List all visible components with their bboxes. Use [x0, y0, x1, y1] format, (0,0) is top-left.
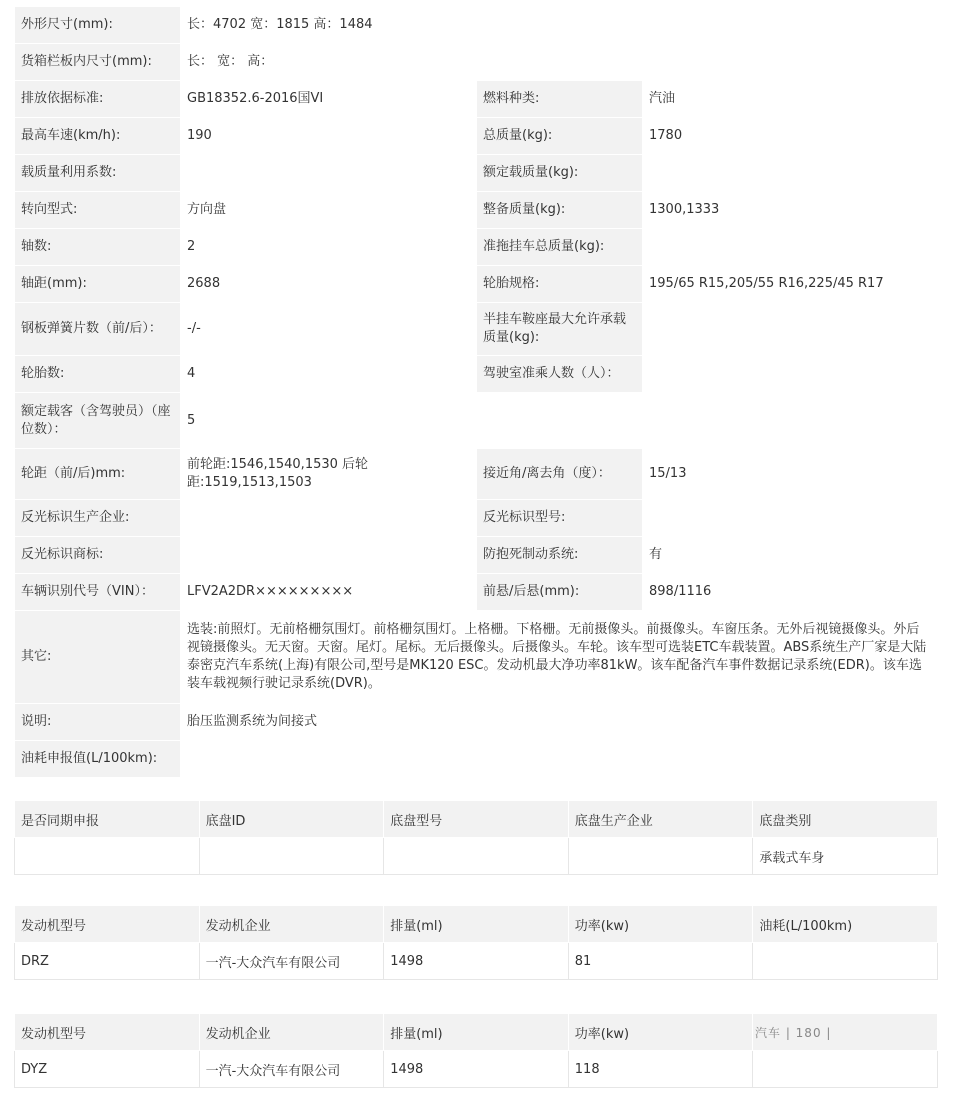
engine-header-cell: 发动机型号: [15, 906, 200, 943]
chassis-cell: [568, 838, 753, 875]
watermark-text: 汽车 | 180 |: [755, 1026, 832, 1040]
seats-label: 额定载客（含驾驶员）（座位数）：: [15, 393, 181, 449]
tire-count-label: 轮胎数:: [15, 356, 181, 393]
rated-load-value: [643, 155, 939, 192]
abs-label: 防抱死制动系统:: [477, 537, 643, 574]
axles-label: 轴数:: [15, 229, 181, 266]
chassis-cell: [384, 838, 569, 875]
track-label: 轮距（前/后)mm:: [15, 449, 181, 500]
chassis-header-cell: 底盘ID: [199, 801, 384, 838]
spec-table: [14, 6, 939, 778]
engine-header-cell: 功率(kw): [568, 906, 753, 943]
vin-label: 车辆识别代号（VIN）：: [15, 574, 181, 611]
engine-header-cell: 发动机企业: [199, 906, 384, 943]
saddle-load-value: [643, 303, 939, 356]
emission-value: GB18352.6-2016国VI: [181, 81, 477, 118]
reflector-model-value: [643, 500, 939, 537]
total-mass-label: 总质量(kg):: [477, 118, 643, 155]
wheelbase-label: 轴距(mm):: [15, 266, 181, 303]
outer-size-value: 长：4702 宽：1815 高：1484: [181, 7, 939, 44]
reflector-model-label: 反光标识型号:: [477, 500, 643, 537]
engine-cell: 1498: [384, 943, 569, 980]
curb-mass-label: 整备质量(kg):: [477, 192, 643, 229]
spring-leaves-value: -/-: [181, 303, 477, 356]
engine-header-cell: 油耗(L/100km): [753, 906, 938, 943]
steering-value: 方向盘: [181, 192, 477, 229]
chassis-cell: 承载式车身: [753, 838, 938, 875]
load-factor-label: 载质量利用系数:: [15, 155, 181, 192]
engine-cell: [753, 1051, 938, 1088]
overhang-value: 898/1116: [643, 574, 939, 611]
note-label: 说明:: [15, 704, 181, 741]
engine-header-cell: 排量(ml): [384, 1014, 569, 1051]
engine-header-cell: 排量(ml): [384, 906, 569, 943]
engine-header-cell: 功率(kw): [568, 1014, 753, 1051]
engine-cell: [753, 943, 938, 980]
cab-passengers-value: [643, 356, 939, 393]
overhang-label: 前悬/后悬(mm):: [477, 574, 643, 611]
fuel-value: 汽油: [643, 81, 939, 118]
engine-cell: DYZ: [15, 1051, 200, 1088]
reflector-maker-label: 反光标识生产企业:: [15, 500, 181, 537]
engine-cell: 81: [568, 943, 753, 980]
max-speed-value: 190: [181, 118, 477, 155]
engine-header-cell: 发动机企业: [199, 1014, 384, 1051]
engine-cell: 1498: [384, 1051, 569, 1088]
angles-value: 15/13: [643, 449, 939, 500]
fuel-consumption-value: [181, 741, 939, 778]
cargo-size-value: 长： 宽： 高：: [181, 44, 939, 81]
spring-leaves-label: 钢板弹簧片数（前/后）：: [15, 303, 181, 356]
cargo-size-label: 货箱栏板内尺寸(mm):: [15, 44, 181, 81]
cab-passengers-label: 驾驶室准乘人数（人）：: [477, 356, 643, 393]
curb-mass-value: 1300,1333: [643, 192, 939, 229]
tire-spec-label: 轮胎规格:: [477, 266, 643, 303]
vin-value: LFV2A2DR×××××××××: [181, 574, 477, 611]
emission-label: 排放依据标准:: [15, 81, 181, 118]
trailer-mass-value: [643, 229, 939, 266]
max-speed-label: 最高车速(km/h):: [15, 118, 181, 155]
reflector-brand-value: [181, 537, 477, 574]
fuel-label: 燃料种类:: [477, 81, 643, 118]
total-mass-value: 1780: [643, 118, 939, 155]
load-factor-value: [181, 155, 477, 192]
engine-table-1: [14, 905, 938, 980]
axles-value: 2: [181, 229, 477, 266]
reflector-brand-label: 反光标识商标:: [15, 537, 181, 574]
saddle-load-label: 半挂车鞍座最大允许承载质量(kg):: [477, 303, 643, 356]
rated-load-label: 额定载质量(kg):: [477, 155, 643, 192]
tire-count-value: 4: [181, 356, 477, 393]
engine-cell: 一汽-大众汽车有限公司: [199, 943, 384, 980]
chassis-header-cell: 底盘类别: [753, 801, 938, 838]
wheelbase-value: 2688: [181, 266, 477, 303]
abs-value: 有: [643, 537, 939, 574]
chassis-header-cell: 是否同期申报: [15, 801, 200, 838]
steering-label: 转向型式:: [15, 192, 181, 229]
chassis-table: [14, 800, 938, 875]
chassis-cell: [15, 838, 200, 875]
trailer-mass-label: 准拖挂车总质量(kg):: [477, 229, 643, 266]
tire-spec-value: 195/65 R15,205/55 R16,225/45 R17: [643, 266, 939, 303]
seats-value: 5: [181, 393, 939, 449]
outer-size-label: 外形尺寸(mm):: [15, 7, 181, 44]
chassis-cell: [199, 838, 384, 875]
track-value: 前轮距:1546,1540,1530 后轮距:1519,1513,1503: [181, 449, 477, 500]
engine-cell: 一汽-大众汽车有限公司: [199, 1051, 384, 1088]
other-value: 选装:前照灯。无前格栅氛围灯。前格栅氛围灯。上格栅。下格栅。无前摄像头。前摄像头。车窗压条。无外后视镜摄像头。外后视镜摄像头。无天窗。天窗。尾灯。尾标。无后摄像头。后摄像头。车轮。该车型可选装ETC车载装置。ABS系统生产厂家是大陆泰密克汽车系统(上海)有限公司,型号是MK120 ESC。发动机最大净功率81kW。该车配备汽车事件数据记录系统(EDR)。该车选装车载视频行驶记录系统(DVR)。: [181, 611, 939, 704]
other-label: 其它:: [15, 611, 181, 704]
note-value: 胎压监测系统为间接式: [181, 704, 939, 741]
reflector-maker-value: [181, 500, 477, 537]
chassis-header-cell: 底盘型号: [384, 801, 569, 838]
chassis-header-cell: 底盘生产企业: [568, 801, 753, 838]
fuel-consumption-label: 油耗申报值(L/100km):: [15, 741, 181, 778]
engine-cell: DRZ: [15, 943, 200, 980]
angles-label: 接近角/离去角（度）：: [477, 449, 643, 500]
engine-cell: 118: [568, 1051, 753, 1088]
engine-header-cell: 发动机型号: [15, 1014, 200, 1051]
